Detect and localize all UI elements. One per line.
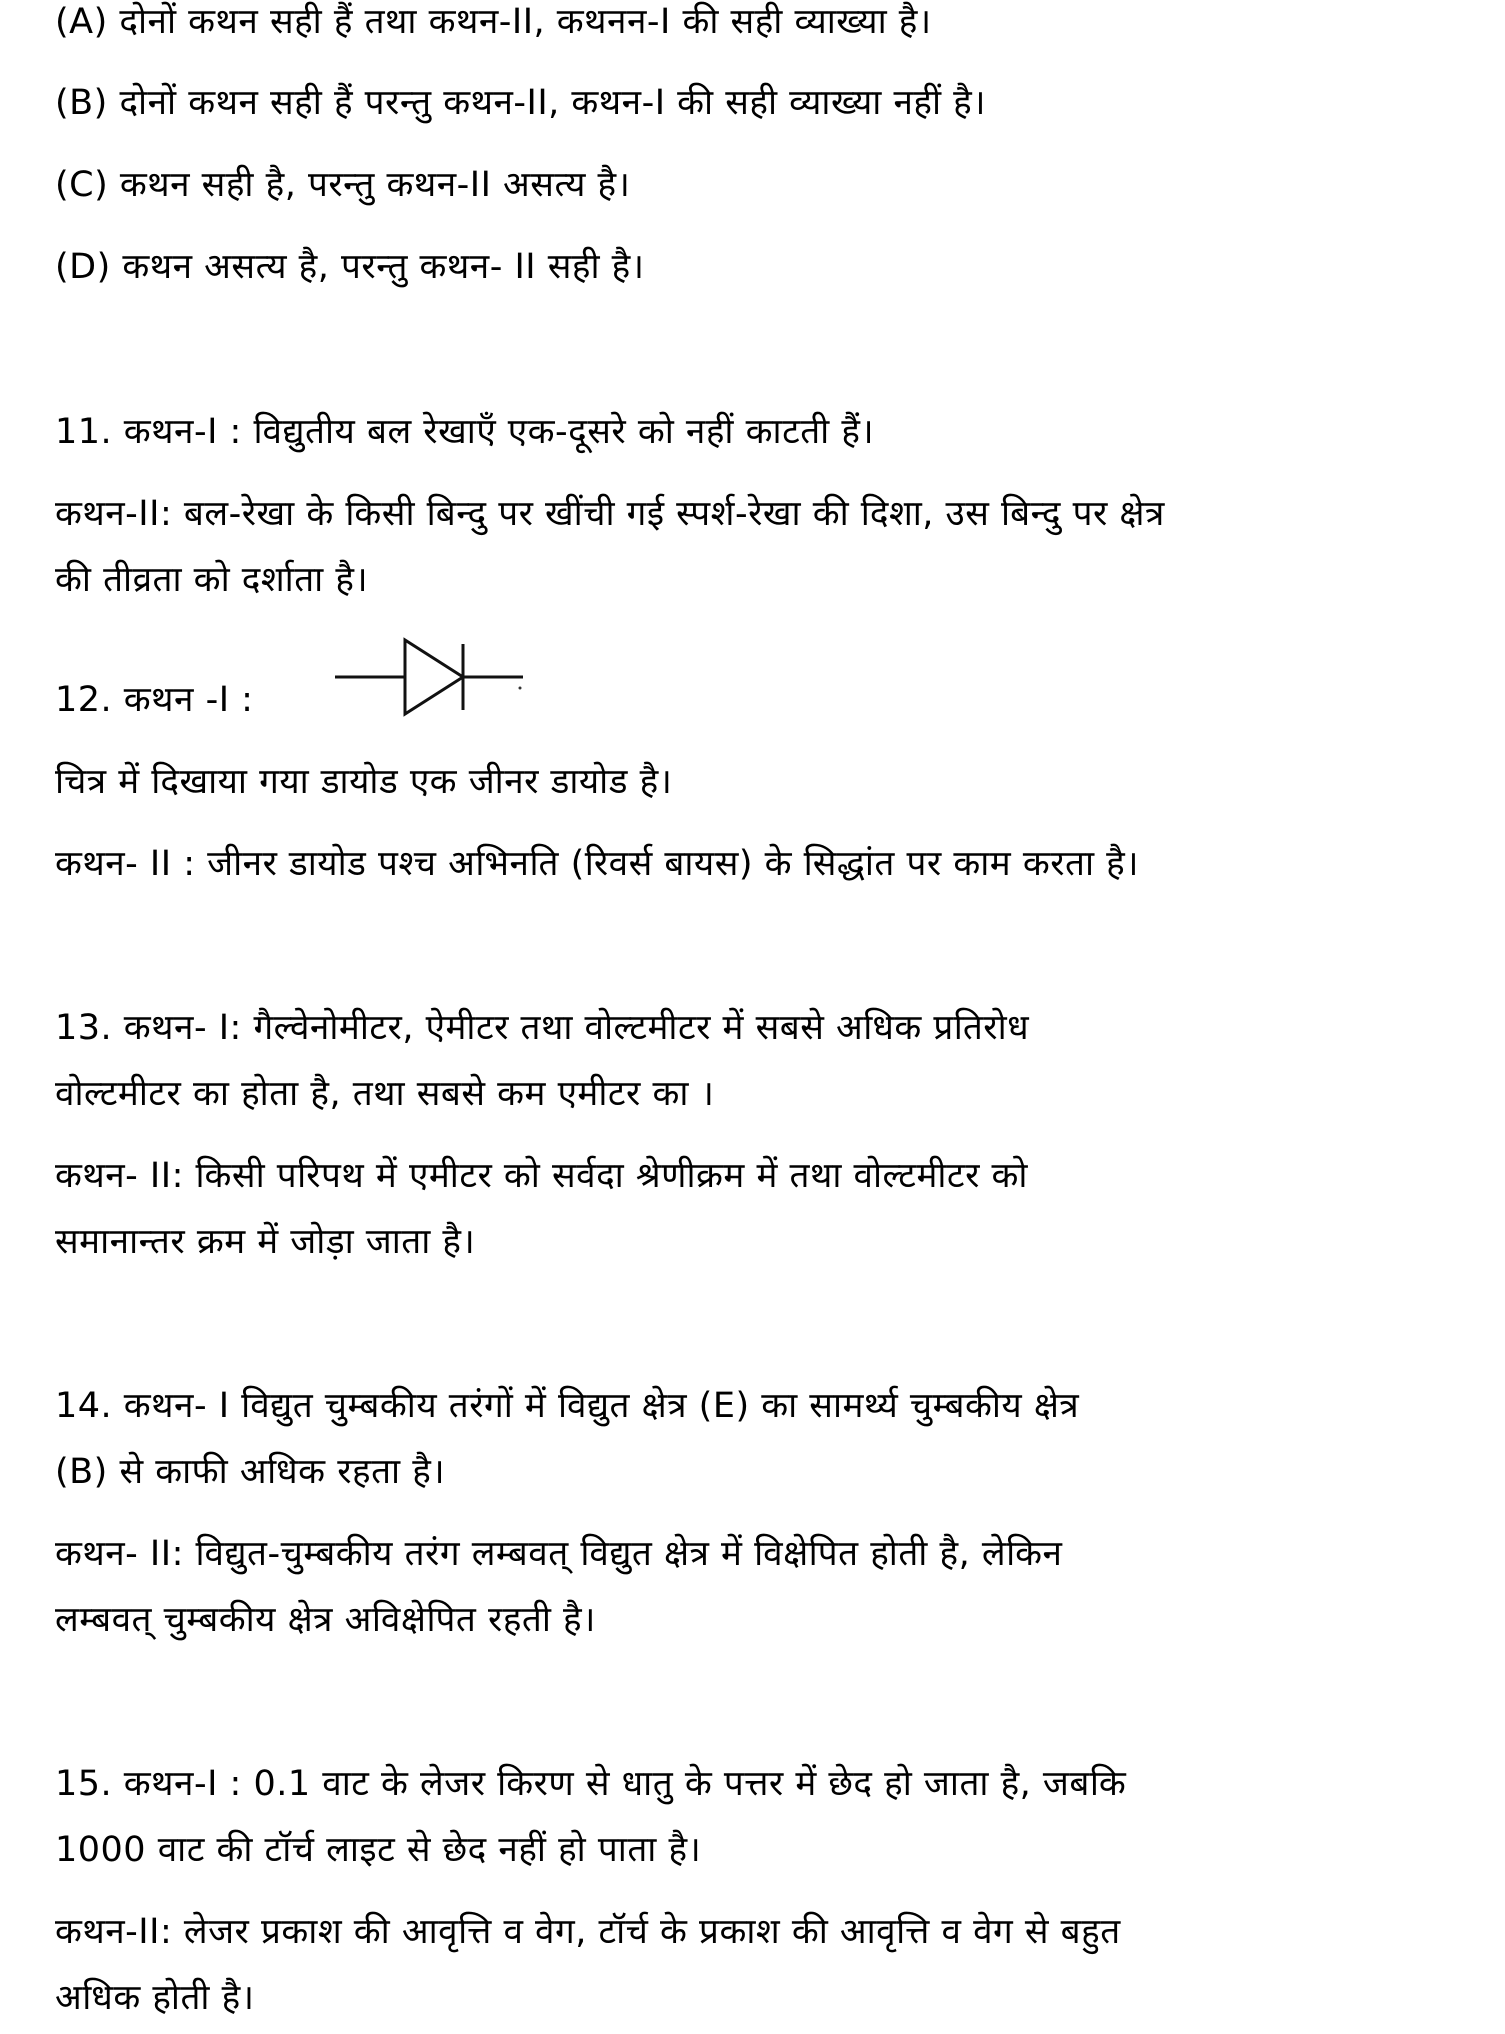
q12-statement-1-continued: चित्र में दिखाया गया डायोड एक जीनर डायोड है। [55, 762, 673, 802]
q11-statement-1: 11. कथन-I : विद्युतीय बल रेखाएँ एक-दूसरे को नहीं काटती हैं। [55, 412, 875, 452]
q12-statement-2: कथन- II : जीनर डायोड पश्च अभिनति (रिवर्स बायस) के सिद्धांत पर काम करता है। [55, 844, 1140, 884]
q14-statement-2-line-1: कथन- II: विद्युत-चुम्बकीय तरंग लम्बवत् विद्युत क्षेत्र में विक्षेपित होती है, लेकिन [55, 1534, 1063, 1574]
q11-statement-2-line-1: कथन-II: बल-रेखा के किसी बिन्दु पर खींची गई स्पर्श-रेखा की दिशा, उस बिन्दु पर क्षेत्र [55, 494, 1165, 534]
q13-statement-1-line-1: 13. कथन- I: गैल्वेनोमीटर, ऐमीटर तथा वोल्टमीटर में सबसे अधिक प्रतिरोध [55, 1008, 1030, 1048]
q13-statement-1-line-2: वोल्टमीटर का होता है, तथा सबसे कम एमीटर का । [55, 1074, 715, 1114]
q14-statement-1-line-1: 14. कथन- I विद्युत चुम्बकीय तरंगों में विद्युत क्षेत्र (E) का सामर्थ्य चुम्बकीय क्षेत्र [55, 1386, 1080, 1426]
option-c: (C) कथन सही है, परन्तु कथन-II असत्य है। [55, 165, 631, 205]
option-d: (D) कथन असत्य है, परन्तु कथन- II सही है। [55, 247, 645, 287]
q12-statement-1: 12. कथन -I : [55, 680, 254, 720]
q13-statement-2-line-1: कथन- II: किसी परिपथ में एमीटर को सर्वदा श्रेणीक्रम में तथा वोल्टमीटर को [55, 1156, 1028, 1196]
diode-symbol-figure [335, 632, 535, 722]
q13-statement-2-line-2: समानान्तर क्रम में जोड़ा जाता है। [55, 1222, 476, 1262]
q15-statement-2-line-2: अधिक होती है। [55, 1978, 255, 2018]
option-a: (A) दोनों कथन सही हैं तथा कथन-II, कथनन-I की सही व्याख्या है। [55, 2, 932, 42]
q11-statement-2-line-2: की तीव्रता को दर्शाता है। [55, 560, 369, 600]
q15-statement-1-line-1: 15. कथन-I : 0.1 वाट के लेजर किरण से धातु के पत्तर में छेद हो जाता है, जबकि [55, 1764, 1127, 1804]
option-b: (B) दोनों कथन सही हैं परन्तु कथन-II, कथन-I की सही व्याख्या नहीं है। [55, 83, 987, 123]
q14-statement-1-line-2: (B) से काफी अधिक रहता है। [55, 1452, 446, 1492]
q14-statement-2-line-2: लम्बवत् चुम्बकीय क्षेत्र अविक्षेपित रहती है। [55, 1600, 596, 1640]
q15-statement-2-line-1: कथन-II: लेजर प्रकाश की आवृत्ति व वेग, टॉर्च के प्रकाश की आवृत्ति व वेग से बहुत [55, 1912, 1121, 1952]
q15-statement-1-line-2: 1000 वाट की टॉर्च लाइट से छेद नहीं हो पाता है। [55, 1830, 702, 1870]
